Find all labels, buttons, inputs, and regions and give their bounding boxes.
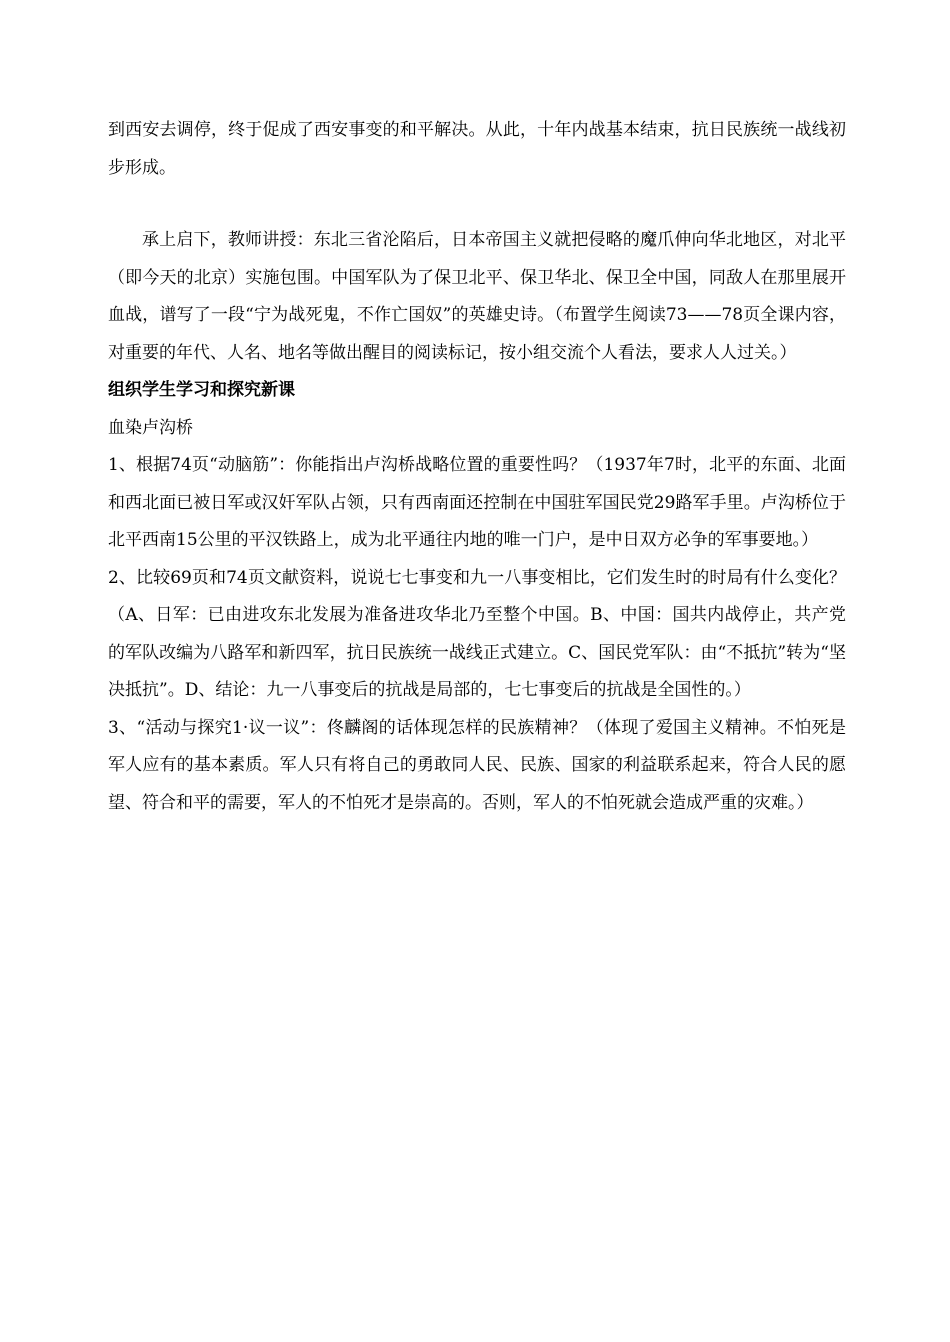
question-2: 2、比较69页和74页文献资料，说说七七事变和九一八事变相比，它们发生时的时局有什么变化？（A、日军：已由进攻东北发展为准备进攻华北乃至整个中国。B、中国：国共内战停止，共产党的军队改编为八路军和新四军，抗日民族统一战线正式建立。C、国民党军队：由“不抵抗”转为“坚决抵抗”。D、结论：九一八事变后的抗战是局部的，七七事变后的抗战是全国性的。） — [108, 567, 846, 700]
section-heading: 组织学生学习和探究新课 — [108, 380, 295, 400]
question-3: 3、“活动与探究1·议一议”：佟麟阁的话体现怎样的民族精神？（体现了爱国主义精神。不怕死是军人应有的基本素质。军人只有将自己的勇敢同人民、民族、国家的利益联系起来，符合人民的愿望、符合和平的需要，军人的不怕死才是崇高的。否则，军人的不怕死就会造成严重的灾难。） — [108, 717, 846, 813]
question-1: 1、根据74页“动脑筋”：你能指出卢沟桥战略位置的重要性吗？（1937年7时，北平的东面、北面和西北面已被日军或汉奸军队占领，只有西南面还控制在中国驻军国民党29路军手里。卢沟桥位于北平西南15公里的平汉铁路上，成为北平通往内地的唯一门户，是中日双方必争的军事要地。） — [108, 455, 846, 550]
paragraph-xian-incident: 到西安去调停，终于促成了西安事变的和平解决。从此，十年内战基本结束，抗日民族统一战线初步形成。 — [108, 120, 846, 178]
document-body — [108, 112, 846, 822]
paragraph-teacher-lecture: 承上启下，教师讲授：东北三省沦陷后，日本帝国主义就把侵略的魔爪伸向华北地区，对北平（即今天的北京）实施包围。中国军队为了保卫北平、保卫华北、保卫全中国，同敌人在那里展开血战，谱写了一段“宁为战死鬼，不作亡国奴”的英雄史诗。（布置学生阅读73——78页全课内容，对重要的年代、人名、地名等做出醒目的阅读标记，按小组交流个人看法，要求人人过关。） — [108, 230, 846, 363]
subsection-heading: 血染卢沟桥 — [108, 417, 193, 438]
